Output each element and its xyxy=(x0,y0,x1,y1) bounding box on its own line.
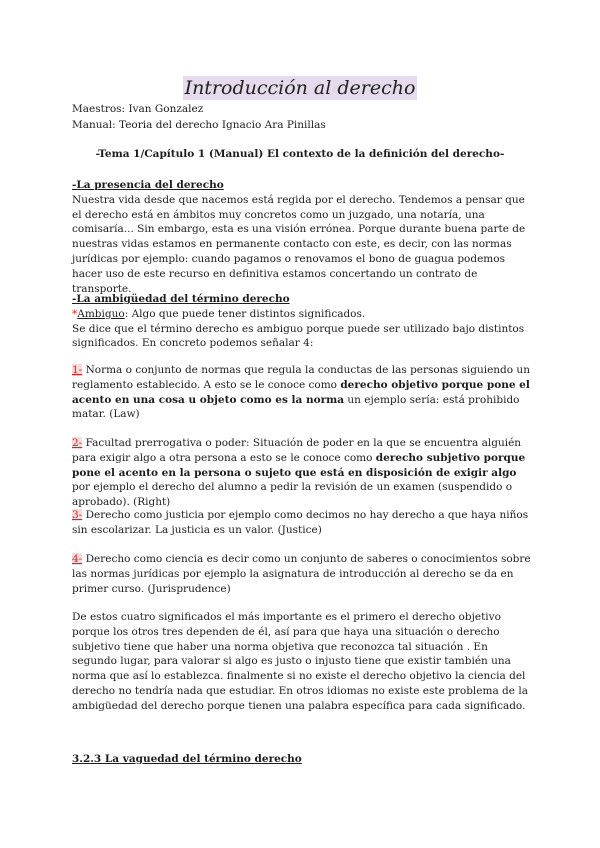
conclusion-text: De estos cuatro significados el más importante es el primero el derecho objetivo porque los otros tres dependen de él, así para que haya una situación o derecho subjetivo tiene que haber una norma objetiva que reconozca tal situación . En segundo lugar, para valorar si algo es justo o injusto tiene que existir también una norma que así lo establezca. finalmente si no existe el derecho objetivo la ciencia del derecho no tendría nada que estudiar. En otros idiomas no existe este problema de la ambigüedad del derecho porque tienen una palabra específica para cada significado. xyxy=(72,611,528,712)
manual-line: Manual: Teoria del derecho Ignacio Ara Pinillas xyxy=(72,119,326,131)
section-presence-heading: -La presencia del derecho xyxy=(72,179,224,191)
chapter-heading: -Tema 1/Capítulo 1 (Manual) El contexto de la definición del derecho- xyxy=(95,148,505,160)
document-meta xyxy=(72,101,326,133)
item-text: Derecho como justicia por ejemplo como decimos no hay derecho a que haya niños sin escolarizar. La justicia es un valor. (Justice) xyxy=(72,509,529,536)
item-number: 4- xyxy=(72,553,83,565)
item-text-end: por ejemplo el derecho del alumno a pedir la revisión de un examen (suspendido o aprobado). (Right) xyxy=(72,481,513,509)
meaning-item-3 xyxy=(72,508,532,538)
item-bold-text: derecho subjetivo porque pone el acento en la persona o sujeto que está en disposición de exigir algo xyxy=(72,451,526,479)
item-number: 2- xyxy=(72,437,83,449)
section-ambiguity-heading: -La ambigüedad del término derecho xyxy=(72,293,290,305)
ambiguo-definition xyxy=(72,307,532,322)
ambiguo-definition-text: : Algo que puede tener distintos significados. xyxy=(124,307,366,320)
ambiguity-intro: Se dice que el término derecho es ambiguo porque puede ser utilizado bajo distintos significados. En concreto podemos señalar 4: xyxy=(72,322,525,350)
item-text: Facultad prerrogativa o poder: Situación de poder en la que se encuentra alguién para exigir algo a otra persona a esto se le conoce como xyxy=(72,437,522,464)
ambiguo-term: Ambiguo xyxy=(77,307,125,320)
meaning-item-4 xyxy=(72,552,532,596)
document-title: Introducción al derecho xyxy=(184,77,416,99)
item-number: 3- xyxy=(72,509,83,521)
section-ambiguity xyxy=(72,292,532,351)
item-text: Norma o conjunto de normas que regula la conductas de las personas siguiendo un reglamento establecido. A esto se le conoce como xyxy=(72,364,530,391)
item-bold-text: derecho objetivo porque pone el acento en una cosa u objeto como es la norma xyxy=(72,378,530,406)
conclusion-paragraph xyxy=(72,610,532,714)
section-presence xyxy=(72,178,532,296)
item-number: 1- xyxy=(72,364,83,376)
asterisk-mark: * xyxy=(72,307,78,320)
meaning-item-1 xyxy=(72,363,532,422)
title-container xyxy=(0,76,600,100)
teachers-line: Maestros: Ivan Gonzalez xyxy=(72,103,204,115)
meaning-item-2 xyxy=(72,436,532,510)
item-text-end: un ejemplo sería: está prohibido matar. (Law) xyxy=(72,393,520,421)
section-presence-text: Nuestra vida desde que nacemos está regida por el derecho. Tendemos a pensar que el derecho está en ámbitos muy concretos como un juzgado, una notaría, una comisaría... Sin embargo, esta es una visión errónea. Porque durante buena parte de nuestras vidas estamos en permanente contacto con este, es decir, con las normas jurídicas por ejemplo: cuando pagamos o renovamos el bono de guagua podemos hacer uso de este recurso en definitiva estamos concertando un contrato de transporte. xyxy=(72,193,526,295)
section-vagueness-heading: 3.2.3 La vaguedad del término derecho xyxy=(72,753,302,765)
item-text: Derecho como ciencia es decir como un conjunto de saberes o conocimientos sobre las normas jurídicas por ejemplo la asignatura de introducción al derecho se da en primer curso. (Jurisprudence) xyxy=(72,553,531,595)
